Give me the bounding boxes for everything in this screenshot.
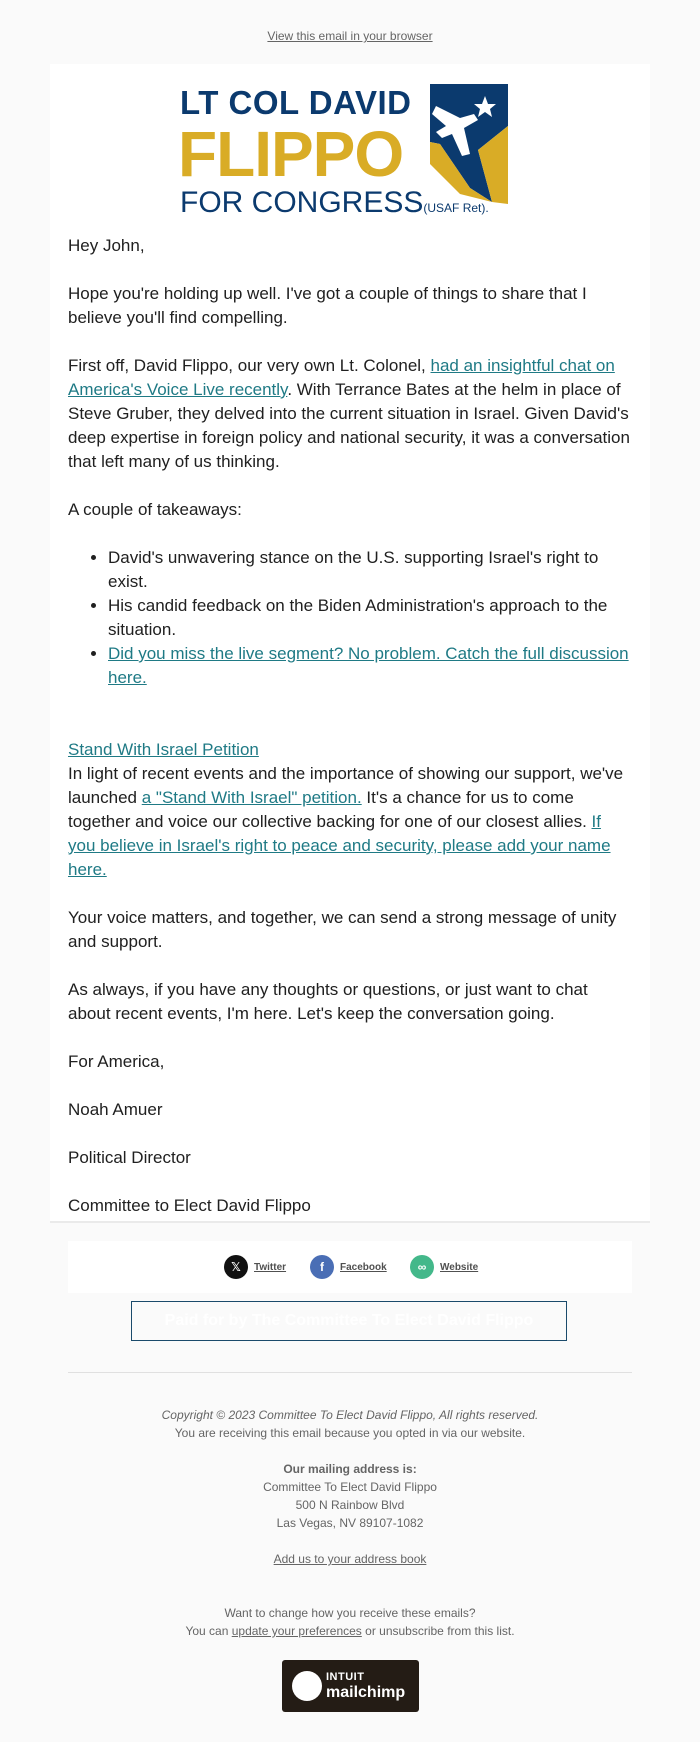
facebook-link[interactable] — [310, 1255, 387, 1279]
website-link[interactable] — [410, 1255, 478, 1279]
paid-for-disclaimer: Paid for by The Committee To Elect David Flippo — [131, 1301, 567, 1341]
address-line-1: Committee To Elect David Flippo — [263, 1480, 437, 1494]
signature-name: Noah Amuer — [68, 1100, 163, 1119]
footer — [0, 1406, 700, 1640]
list-item: • His candid feedback on the Biden Administration's approach to the situation. — [108, 594, 632, 642]
paragraph-voice: Your voice matters, and together, we can send a strong message of unity and support. — [68, 908, 617, 951]
opt-in-reason: You are receiving this email because you opted in via our website. — [174, 1426, 526, 1440]
website-label[interactable]: Website — [440, 1261, 479, 1273]
spacer — [0, 1442, 700, 1460]
top-bar — [0, 0, 700, 64]
mailchimp-badge[interactable] — [282, 1660, 419, 1712]
interview-link[interactable]: had an insightful chat on America's Voice Live recently — [68, 356, 615, 399]
jet-emblem-icon — [430, 84, 510, 204]
intuit-label: INTUIT — [326, 1671, 365, 1683]
logo-line-2: FLIPPO — [178, 118, 404, 190]
signature-title: Political Director — [68, 1148, 191, 1167]
campaign-logo — [180, 84, 520, 224]
social-links — [68, 1241, 632, 1293]
x-twitter-icon: 𝕏 — [224, 1255, 248, 1279]
twitter-label[interactable]: Twitter — [254, 1261, 287, 1273]
spacer — [68, 714, 632, 738]
email-body — [68, 234, 632, 1242]
email-card — [50, 64, 650, 1221]
address-book-row — [0, 1550, 700, 1568]
address-line-2: 500 N Rainbow Blvd — [295, 1498, 405, 1512]
petition-heading — [68, 738, 632, 762]
petition-heading-link[interactable]: Stand With Israel Petition — [68, 740, 259, 759]
copyright: Copyright © 2023 Committee To Elect David Flippo, All rights reserved. — [161, 1408, 539, 1422]
facebook-label[interactable]: Facebook — [340, 1261, 387, 1273]
mailchimp-logo-icon — [292, 1671, 322, 1701]
takeaways-intro: A couple of takeaways: — [68, 500, 242, 519]
address-line-3: Las Vegas, NV 89107-1082 — [276, 1516, 424, 1530]
mailing-heading: Our mailing address is: — [283, 1462, 417, 1476]
link-icon: ∞ — [410, 1255, 434, 1279]
footer-divider — [68, 1372, 632, 1373]
change-question: Want to change how you receive these emails? — [224, 1606, 476, 1620]
add-name-link[interactable]: If you believe in Israel's right to peace and security, please add your name here. — [68, 812, 611, 879]
list-item — [108, 642, 632, 690]
paragraph-contact: As always, if you have any thoughts or questions, or just want to chat about recent events, I'm here. Let's keep the conversation going. — [68, 980, 588, 1023]
list-item: • David's unwavering stance on the U.S. supporting Israel's right to exist. — [108, 546, 632, 594]
mailchimp-label: mailchimp — [326, 1684, 406, 1701]
petition-link[interactable]: a "Stand With Israel" petition. — [141, 788, 362, 807]
full-discussion-link[interactable]: Did you miss the live segment? No problem. Catch the full discussion here. — [108, 644, 629, 687]
divider — [50, 1221, 650, 1223]
takeaways-list — [68, 546, 632, 690]
update-preferences-link[interactable]: update your preferences — [231, 1624, 362, 1638]
paragraph-interview: First off, David Flippo, our very own Lt. Colonel, had an insightful chat on America's Voice Live recently. With Terrance Bates at the helm in place of Steve Gruber, they delved into the current situation in Israel. Given David's deep expertise in foreign policy and national security, it was a conversation that left many of us thinking. — [68, 356, 630, 471]
logo-line-3: FOR CONGRESS(USAF Ret). — [180, 186, 489, 219]
logo-line-1: LT COL DAVID — [180, 84, 412, 121]
greeting: Hey John, — [68, 236, 145, 255]
paragraph-intro: Hope you're holding up well. I've got a couple of things to share that I believe you'll find compelling. — [68, 284, 587, 327]
facebook-icon: f — [310, 1255, 334, 1279]
preferences-row: You can update your preferences or unsubscribe from this list. — [185, 1624, 515, 1638]
closing: For America, — [68, 1052, 165, 1071]
signature-org: Committee to Elect David Flippo — [68, 1196, 311, 1215]
spacer — [0, 1532, 700, 1550]
paragraph-petition: In light of recent events and the importance of showing our support, we've launched a "Stand With Israel" petition. It's a chance for us to come together and voice our collective backing for one of our closest allies. If you believe in Israel's right to peace and security, please add your name here. — [68, 764, 624, 879]
twitter-link[interactable] — [224, 1255, 286, 1279]
view-in-browser-link[interactable]: View this email in your browser — [267, 29, 433, 43]
spacer — [0, 1568, 700, 1604]
address-book-link[interactable]: Add us to your address book — [273, 1552, 427, 1566]
